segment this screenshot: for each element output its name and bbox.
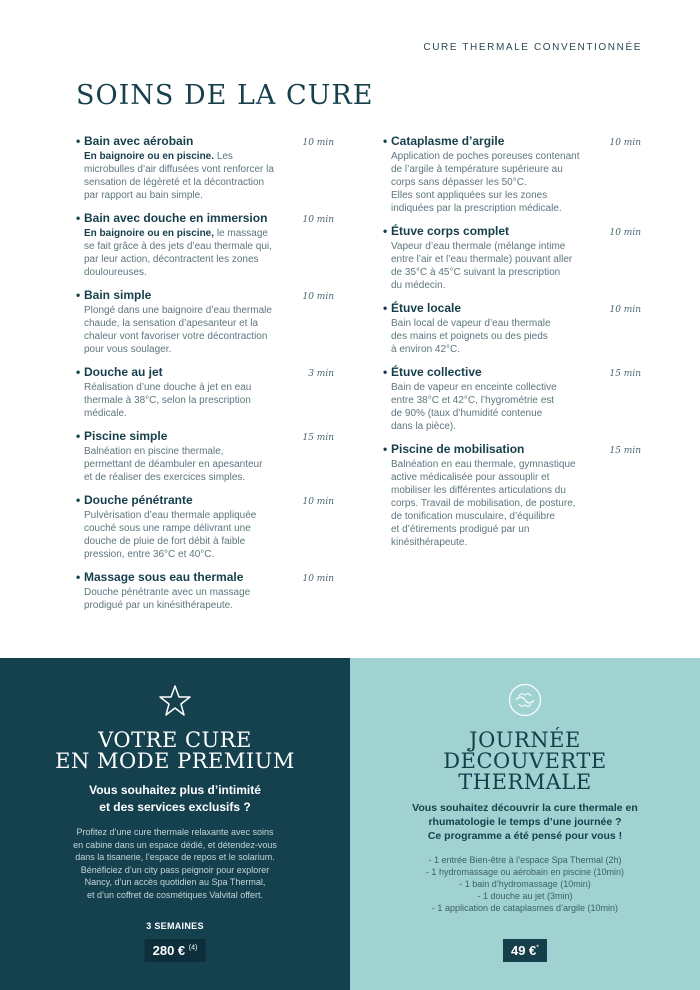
treatment-duration: 10 min	[302, 138, 334, 148]
treatment-name: • Douche pénétrante	[76, 493, 193, 507]
treatment-name: • Bain simple	[76, 288, 151, 302]
description-line: Bain de vapeur en enceinte collective	[391, 382, 557, 393]
treatment-item	[383, 301, 641, 356]
treatment-description	[76, 227, 334, 279]
discovery-subtitle	[350, 801, 700, 843]
treatment-name: • Piscine simple	[76, 429, 167, 443]
description-line: douloureuses.	[84, 267, 147, 278]
description-line: chaleur vont favoriser votre décontraction	[84, 331, 268, 342]
description-line: permettant de déambuler en apesanteur	[84, 459, 263, 470]
treatment-duration: 10 min	[302, 292, 334, 302]
description-lead: En baignoire ou en piscine,	[84, 228, 215, 239]
price-footnote: (4)	[188, 944, 198, 952]
description-line: de tonification musculaire, d’équilibre	[391, 511, 555, 522]
treatment-duration: 15 min	[609, 369, 641, 379]
description-line: Application de poches poreuses contenant	[391, 151, 580, 162]
premium-panel	[0, 658, 350, 990]
description-line: pression, entre 36°C et 40°C.	[84, 549, 215, 560]
treatment-description	[383, 317, 641, 356]
treatment-item	[76, 365, 334, 420]
description-line: et de réaliser des exercices simples.	[84, 472, 246, 483]
treatment-duration: 10 min	[609, 228, 641, 238]
description-line: corps. Travail de mobilisation, de posture,	[391, 498, 576, 509]
discovery-price-badge	[503, 939, 547, 962]
treatment-description	[76, 509, 334, 561]
price-footnote: *	[536, 944, 540, 952]
description-line: active médicalisée pour assouplir et	[391, 472, 550, 483]
description-line: prodigué par un kinésithérapeute.	[84, 600, 233, 611]
description-line: des mains et poignets ou des pieds	[391, 331, 548, 342]
title-line: THERMALE	[458, 770, 592, 794]
treatments-right-column	[383, 134, 641, 549]
description-line: Les	[216, 151, 233, 162]
description-line: kinésithérapeute.	[391, 537, 468, 548]
price-value: 49 €	[510, 943, 537, 958]
program-item: - 1 hydromassage ou aérobain en piscine (10min)	[425, 867, 625, 877]
treatment-name: • Bain avec aérobain	[76, 134, 193, 148]
title-line: EN MODE PREMIUM	[55, 749, 295, 773]
description-line: Elles sont appliquées sur les zones	[391, 190, 548, 201]
treatment-duration: 10 min	[302, 215, 334, 225]
description-line: chaude, la sensation d’apesanteur et la	[84, 318, 259, 329]
program-item: - 1 bain d’hydromassage (10min)	[459, 879, 591, 889]
description-line: de 90% (taux d’humidité contenue	[391, 408, 543, 419]
treatment-item	[76, 429, 334, 484]
treatment-duration: 10 min	[302, 574, 334, 584]
subtitle-line: et des services exclusifs ?	[99, 800, 251, 814]
treatment-description	[76, 445, 334, 484]
treatment-description	[383, 381, 641, 433]
treatment-description	[383, 150, 641, 215]
description-line: Balnéation en piscine thermale,	[84, 446, 224, 457]
description-line: Bain local de vapeur d’eau thermale	[391, 318, 551, 329]
treatment-duration: 10 min	[609, 305, 641, 315]
treatment-item	[76, 570, 334, 612]
description-line: microbulles d’air diffusées vont renforcer la	[84, 164, 274, 175]
premium-subtitle	[0, 782, 350, 816]
section-label: CURE THERMALE CONVENTIONNÉE	[423, 42, 642, 53]
description-line: à environ 42°C.	[391, 344, 461, 355]
description-line: entre l’air et l’eau thermale) pouvant aller	[391, 254, 573, 265]
treatment-item	[383, 224, 641, 292]
page-title: SOINS DE LA CURE	[76, 80, 374, 111]
program-item: - 1 entrée Bien-être à l’espace Spa Thermal (2h)	[428, 855, 622, 865]
description-line: Balnéation en eau thermale, gymnastique	[391, 459, 576, 470]
description-line: par rapport au bain simple.	[84, 190, 203, 201]
price-value: 280 €	[152, 943, 186, 958]
description-line: se fait grâce à des jets d’eau thermale qui,	[84, 241, 272, 252]
program-item: - 1 douche au jet (3min)	[477, 891, 573, 901]
description-line: thermale à 38°C, selon la prescription	[84, 395, 251, 406]
body-line: dans la tisanerie, l’espace de repos et le solarium.	[75, 852, 275, 862]
description-line: et d’étirements prodigué par un	[391, 524, 530, 535]
description-line: de l’argile à température supérieure au	[391, 164, 563, 175]
treatment-item	[76, 493, 334, 561]
description-line: du médecin.	[391, 280, 446, 291]
description-line: de 35°C à 45°C suivant la prescription	[391, 267, 561, 278]
treatment-duration: 3 min	[308, 369, 334, 379]
treatment-description	[383, 240, 641, 292]
title-line: JOURNÉE	[469, 728, 581, 752]
treatment-item	[383, 365, 641, 433]
body-line: en cabine dans un espace dédié, et détendez-vous	[73, 839, 277, 850]
treatment-item	[76, 211, 334, 279]
body-line: Nancy, d’un accès quotidien au Spa Thermal,	[84, 877, 266, 887]
treatment-description	[76, 304, 334, 356]
premium-title	[0, 730, 350, 772]
subtitle-line: rhumatologie le temps d’une journée ?	[428, 816, 622, 828]
body-line: Bénéficiez d’un city pass peignoir pour explorer	[80, 864, 270, 875]
treatment-name: • Bain avec douche en immersion	[76, 211, 267, 225]
description-line: entre 38°C et 42°C, l’hygrométrie est	[391, 395, 555, 406]
treatment-description	[76, 381, 334, 420]
treatment-name: • Étuve locale	[383, 301, 461, 315]
discovery-title	[350, 730, 700, 793]
premium-price-badge	[145, 939, 206, 962]
treatment-item	[383, 134, 641, 215]
treatment-name: • Massage sous eau thermale	[76, 570, 243, 584]
treatment-name: • Étuve collective	[383, 365, 482, 379]
treatment-duration: 15 min	[302, 433, 334, 443]
treatment-name: • Douche au jet	[76, 365, 163, 379]
body-line: Profitez d’une cure thermale relaxante avec soins	[76, 827, 274, 837]
subtitle-line: Vous souhaitez découvrir la cure thermale en	[412, 802, 638, 814]
description-line: dans la pièce).	[391, 421, 457, 432]
description-line: indiquées par la prescription médicale.	[391, 203, 562, 214]
description-line: Douche pénétrante avec un massage	[84, 587, 251, 598]
subtitle-line: Ce programme a été pensé pour vous !	[427, 830, 623, 842]
discovery-program	[350, 854, 700, 914]
treatment-item	[76, 134, 334, 202]
treatment-duration: 10 min	[302, 497, 334, 507]
description-line: médicale.	[84, 408, 127, 419]
description-line: Pulvérisation d’eau thermale appliquée	[84, 510, 257, 521]
title-line: DÉCOUVERTE	[443, 749, 607, 773]
star-icon	[158, 684, 192, 718]
treatment-name: • Étuve corps complet	[383, 224, 509, 238]
body-line: et d’un coffret de cosmétiques Valvital offert.	[86, 889, 264, 900]
treatment-item	[76, 288, 334, 356]
discovery-panel	[350, 658, 700, 990]
description-line: corps sans dépasser les 50°C.	[391, 177, 527, 188]
description-line: pour vous soulager.	[84, 344, 172, 355]
treatment-name: • Cataplasme d’argile	[383, 134, 504, 148]
treatment-item	[383, 442, 641, 549]
description-line: mobiliser les différentes articulations du	[391, 485, 566, 496]
treatment-duration: 10 min	[609, 138, 641, 148]
treatment-description	[76, 586, 334, 612]
description-line: Réalisation d’une douche à jet en eau	[84, 382, 252, 393]
treatment-duration: 15 min	[609, 446, 641, 456]
treatments-left-column	[76, 134, 334, 612]
premium-description	[0, 826, 350, 901]
treatment-name: • Piscine de mobilisation	[383, 442, 524, 456]
treatment-description	[76, 150, 334, 202]
subtitle-line: Vous souhaitez plus d’intimité	[89, 783, 261, 797]
description-line: douche de pluie de fort débit à faible	[84, 536, 246, 547]
treatment-description	[383, 458, 641, 549]
description-line: par leur action, décontractent les zones	[84, 254, 259, 265]
description-line: Vapeur d’eau thermale (mélange intime	[391, 241, 566, 252]
description-line: couché sous une rampe délivrant une	[84, 523, 251, 534]
description-line: Plongé dans une baignoire d’eau thermale	[84, 305, 272, 316]
program-item: - 1 application de cataplasmes d’argile (10min)	[431, 903, 619, 913]
description-line: le massage	[216, 228, 268, 239]
spa-emblem-icon	[507, 682, 543, 718]
description-lead: En baignoire ou en piscine.	[84, 151, 215, 162]
description-line: sensation de légèreté et la décontraction	[84, 177, 265, 188]
premium-duration: 3 SEMAINES	[146, 921, 204, 931]
title-line: VOTRE CURE	[98, 728, 252, 752]
